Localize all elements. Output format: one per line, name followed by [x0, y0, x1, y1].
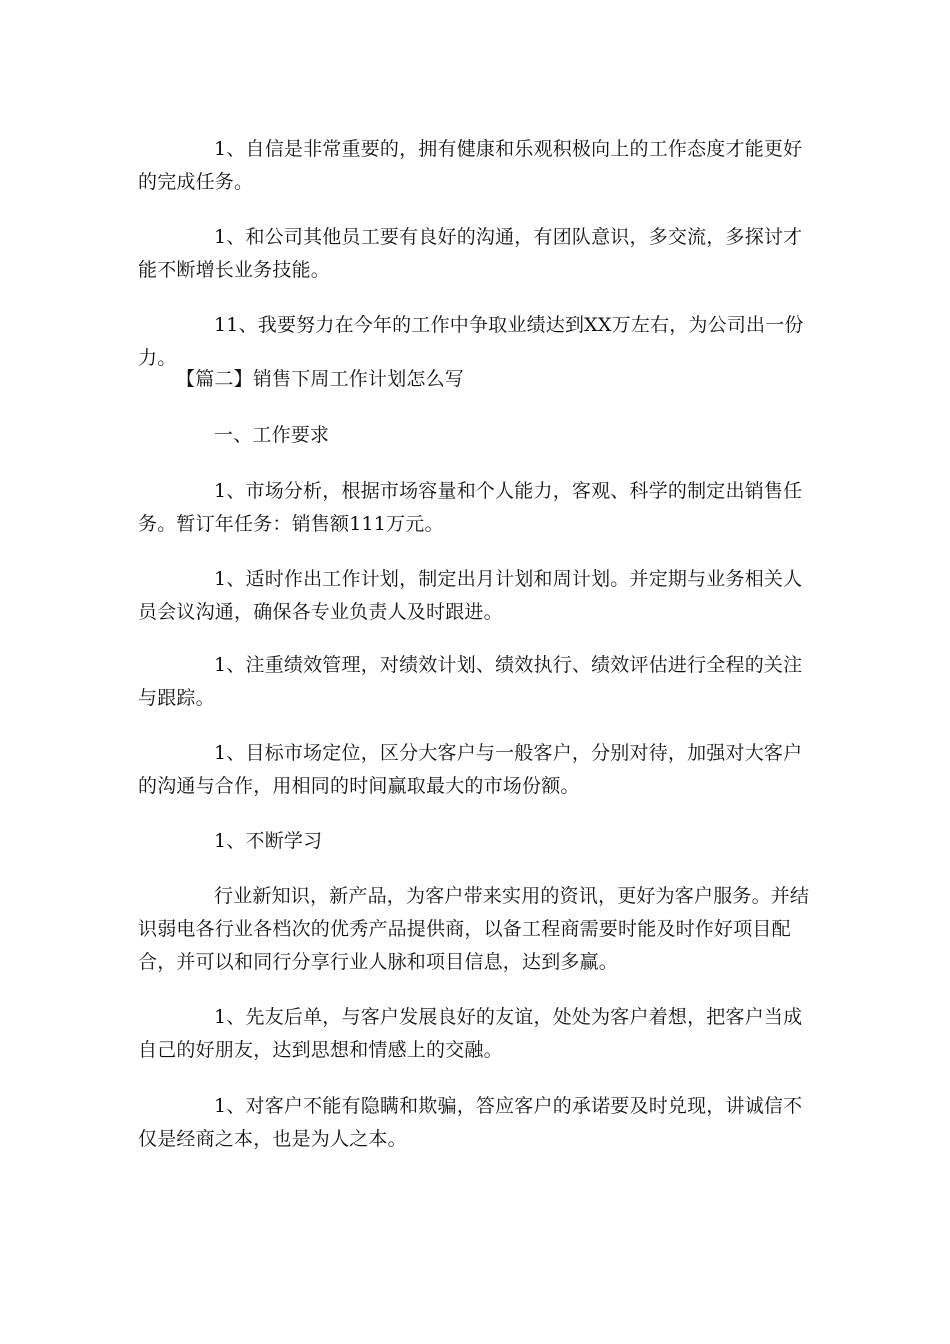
paragraph-performance-management: 1、注重绩效管理，对绩效计划、绩效执行、绩效评估进行全程的关注与跟踪。 — [138, 654, 803, 709]
paragraph-work-plan: 1、适时作出工作计划，制定出月计划和周计划。并定期与业务相关人员会议沟通，确保各专业负责人及时跟进。 — [138, 568, 803, 623]
paragraph-honesty: 1、对客户不能有隐瞒和欺骗，答应客户的承诺要及时兑现，讲诚信不仅是经商之本，也是为人之本。 — [138, 1095, 803, 1150]
paragraph-confidence: 1、自信是非常重要的，拥有健康和乐观积极向上的工作态度才能更好的完成任务。 — [138, 138, 803, 193]
section-heading-work-requirements: 一、工作要求 — [214, 424, 330, 446]
paragraph-market-analysis: 1、市场分析，根据市场容量和个人能力，客观、科学的制定出销售任务。暂订年任务：销售额111万元。 — [138, 480, 803, 535]
paragraph-market-positioning: 1、目标市场定位，区分大客户与一般客户，分别对待，加强对大客户的沟通与合作，用相同的时间赢取最大的市场份额。 — [138, 742, 803, 797]
paragraph-friendship-first: 1、先友后单，与客户发展良好的友谊，处处为客户着想，把客户当成自己的好朋友，达到思想和情感上的交融。 — [138, 1006, 803, 1061]
paragraph-continuous-learning: 1、不断学习 — [214, 830, 323, 852]
paragraph-communication: 1、和公司其他员工要有良好的沟通，有团队意识，多交流，多探讨才能不断增长业务技能。 — [138, 226, 803, 281]
section-title: 【篇二】销售下周工作计划怎么写 — [176, 368, 465, 390]
paragraph-industry-knowledge: 行业新知识，新产品，为客户带来实用的资讯，更好为客户服务。并结识弱电各行业各档次的优秀产品提供商，以备工程商需要时能及时作好项目配合，并可以和同行分享行业人脉和项目信息，达到多赢。 — [138, 885, 810, 973]
paragraph-performance-goal: 11、我要努力在今年的工作中争取业绩达到XX万左右，为公司出一份力。 — [138, 314, 804, 369]
